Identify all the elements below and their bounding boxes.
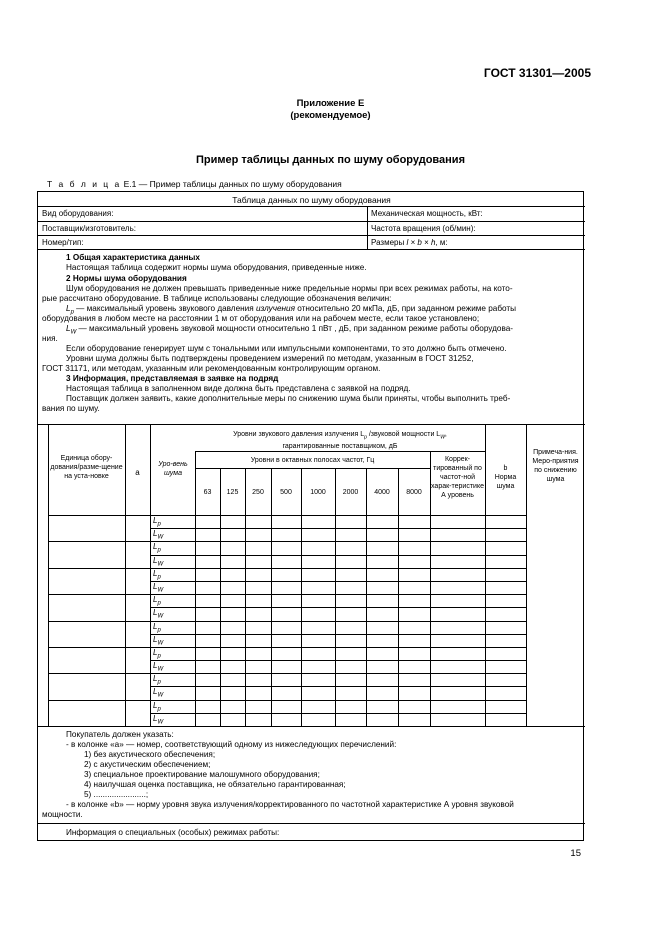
lw-symbol: L <box>66 324 71 333</box>
level-label-lp <box>153 648 161 660</box>
lp-subscript: p <box>70 309 74 316</box>
row-divider <box>48 541 526 542</box>
level-subscript: p <box>157 547 161 554</box>
group-header-a: Уровни звукового давления излучения L <box>233 431 365 438</box>
row-divider-mid <box>150 686 526 687</box>
group-header-b: /звуковой мощности L <box>366 431 441 438</box>
level-label-lp <box>153 674 161 686</box>
section-1-title: 1 Общая характеристика данных <box>66 253 200 262</box>
col-b-header <box>486 464 525 491</box>
row-divider <box>48 673 526 674</box>
section-2-title: 2 Нормы шума оборудования <box>66 274 187 283</box>
row-divider-mid <box>150 634 526 635</box>
level-label-lw <box>153 529 163 541</box>
level-subscript: W <box>157 640 164 647</box>
level-symbol: L <box>153 581 158 591</box>
level-symbol: L <box>153 568 158 578</box>
dimensions-vars: l × b × h <box>406 238 436 247</box>
col-unit-header: Единица обору-дования/разме-щение на уста-новке <box>50 455 123 480</box>
freq-500: 500 <box>280 489 292 496</box>
group-header-sub1: p <box>364 434 367 441</box>
level-symbol: L <box>153 555 158 565</box>
table-caption <box>47 179 342 189</box>
page-title: Пример таблицы данных по шуму оборудования <box>195 154 465 166</box>
document-code: ГОСТ 31301—2005 <box>483 66 591 80</box>
col-note-header: Примеча-ния. Меро-приятия по снижению шума <box>532 449 579 483</box>
noise-data-sheet <box>37 191 584 841</box>
row-divider <box>48 647 526 648</box>
dimensions-suffix: , м: <box>435 238 448 247</box>
col-b-symbol: b <box>503 465 508 472</box>
confirmation-line-2: ГОСТ 31171, или методам, указанным или рекомендованным контролирующим органом. <box>42 364 381 373</box>
group-header <box>195 430 485 451</box>
level-label-lp <box>153 701 161 713</box>
level-subscript: p <box>157 679 161 686</box>
supplier-field[interactable]: Поставщик/изготовитель: <box>42 224 136 233</box>
section-2-line-2: рые рассчитано оборудование. В таблице использованы следующие обозначения величин: <box>42 294 392 303</box>
section-1-text: Настоящая таблица содержит нормы шума оборудования, приведенные ниже. <box>66 263 367 272</box>
section-3-line-2: Поставщик должен заявить, какие дополнительные меры по снижению шума были приняты, чтобы выполнить треб- <box>66 394 511 403</box>
appendix-label: Приложение Е <box>296 98 365 109</box>
lw-definition <box>66 324 513 338</box>
level-symbol: L <box>153 608 158 618</box>
equipment-type-field[interactable]: Вид оборудования: <box>42 209 114 218</box>
section-3-line-1: Настоящая таблица в заполненном виде должна быть представлена с заявкой на подряд. <box>66 384 411 393</box>
level-subscript: W <box>157 587 164 594</box>
note-item-5: 5) .......................; <box>84 790 149 799</box>
level-label-lw <box>153 687 163 699</box>
level-label-lw <box>153 556 163 568</box>
lp-def-c: относительно 20 мкПа, дБ, при заданном режиме работы <box>294 304 517 313</box>
note-item-2: 2) с акустическим обеспечением; <box>84 760 211 769</box>
model-number-field[interactable]: Номер/тип: <box>42 238 84 247</box>
row-divider-mid <box>150 555 526 556</box>
level-subscript: W <box>157 534 164 541</box>
freq-125: 125 <box>226 489 239 496</box>
group-header-line-2: гарантированные поставщиком, дБ <box>282 443 398 451</box>
level-subscript: W <box>157 719 164 726</box>
row-divider <box>48 700 526 701</box>
row-divider-mid <box>150 660 526 661</box>
section-2-line-1: Шум оборудования не должен превышать приведенные ниже предельные нормы при всех режимах работы, на кото- <box>66 284 513 293</box>
level-label-lw <box>153 714 163 726</box>
level-subscript: p <box>157 574 161 581</box>
level-subscript: W <box>157 666 164 673</box>
table-caption-text: Е.1 — Пример таблицы данных по шуму оборудования <box>123 179 342 189</box>
lp-symbol: L <box>66 304 71 313</box>
row-divider <box>48 594 526 595</box>
level-symbol: L <box>153 674 158 684</box>
freq-8000: 8000 <box>406 489 422 496</box>
level-label-lp <box>153 569 161 581</box>
lw-def-a: — максимальный уровень звуковой мощности относительно 1 пВт , дБ, при заданном режиме работы оборудова- <box>76 324 513 333</box>
row-divider <box>48 568 526 569</box>
lw-definition-line-2: ния. <box>42 334 58 343</box>
buyer-note: Покупатель должен указать: <box>66 730 174 739</box>
level-label-lw <box>153 661 163 673</box>
col-b-label: Норма шума <box>494 474 517 490</box>
mechanical-power-field[interactable]: Механическая мощность, кВт: <box>371 209 483 218</box>
lp-definition-line-2: оборудования в любом месте на расстоянии 1 м от оборудования или на рабочем месте, если такое установлено; <box>42 314 480 323</box>
freq-250: 250 <box>252 489 264 496</box>
level-label-lp <box>153 622 161 634</box>
level-symbol: L <box>153 700 158 710</box>
group-header-c: , <box>444 431 447 438</box>
level-symbol: L <box>153 661 158 671</box>
level-label-lw <box>153 582 163 594</box>
special-modes-field[interactable]: Информация о специальных (особых) режимах работы: <box>66 828 280 837</box>
col-level-header: Уро-вень шума <box>158 461 188 477</box>
rotation-speed-field[interactable]: Частота вращения (об/мин): <box>371 224 476 233</box>
octave-header: Уровни в октавных полосах частот, Гц <box>250 457 375 464</box>
row-divider <box>48 621 526 622</box>
sheet-heading: Таблица данных по шуму оборудования <box>232 195 391 205</box>
col-corrected-header: Коррек-тированный по частот-ной харак-теристике А уровень <box>431 456 484 499</box>
level-symbol: L <box>153 713 158 723</box>
freq-4000: 4000 <box>374 489 390 496</box>
level-symbol: L <box>153 647 158 657</box>
level-label-lw <box>153 608 163 620</box>
level-subscript: p <box>157 521 161 528</box>
lp-def-b: излучения <box>255 304 295 313</box>
level-subscript: W <box>157 613 164 620</box>
level-subscript: p <box>157 653 161 660</box>
note-item-1: 1) без акустического обеспечения; <box>84 750 216 759</box>
group-header-sub2: W <box>440 434 445 441</box>
section-3-title: 3 Информация, представляемая в заявке на подряд <box>66 374 279 383</box>
appendix-heading <box>0 98 661 122</box>
level-subscript: p <box>157 706 161 713</box>
freq-2000: 2000 <box>342 489 359 496</box>
page-number: 15 <box>570 848 581 859</box>
level-symbol: L <box>153 516 158 525</box>
row-divider-mid <box>150 528 526 529</box>
level-label-lp <box>153 542 161 554</box>
freq-63: 63 <box>203 489 212 496</box>
level-subscript: p <box>157 600 161 607</box>
level-subscript: W <box>157 693 164 700</box>
dimensions-field[interactable] <box>371 238 448 248</box>
lp-def-a: — максимальный уровень звукового давления <box>73 304 256 313</box>
dimensions-prefix: Размеры <box>371 238 405 247</box>
level-symbol: L <box>153 542 158 552</box>
level-symbol: L <box>153 621 158 631</box>
section-3-line-3: вания по шуму. <box>42 404 100 413</box>
row-divider-mid <box>150 713 526 714</box>
lw-subscript: W <box>70 329 77 336</box>
note-item-4: 4) наилучшая оценка поставщика, не обязательно гарантированная; <box>84 780 346 789</box>
note-column-a: - в колонке «а» — номер, соответствующий одному из нижеследующих перечислений: <box>66 740 397 749</box>
freq-1000: 1000 <box>310 489 326 496</box>
table-caption-prefix: Т а б л и ц а <box>47 179 122 189</box>
level-symbol: L <box>153 687 158 697</box>
level-label-lp <box>153 516 161 528</box>
appendix-status: (рекомендуемое) <box>290 110 371 121</box>
level-subscript: W <box>157 561 164 568</box>
col-a-header: a <box>135 468 140 477</box>
level-symbol: L <box>153 595 158 605</box>
note-item-3: 3) специальное проектирование малошумного оборудования; <box>84 770 320 779</box>
level-label-lw <box>153 635 163 647</box>
note-column-b: - в колонке «b» — норму уровня звука излучения/корректированного по частотной характеристике А уровня звуковой <box>66 800 514 809</box>
row-divider-mid <box>150 607 526 608</box>
row-divider-mid <box>150 581 526 582</box>
level-subscript: p <box>157 627 161 634</box>
level-symbol: L <box>153 634 158 644</box>
note-column-b-line-2: мощности. <box>42 810 83 819</box>
confirmation-line-1: Уровни шума должны быть подтверждены проведением измерений по методам, указанным в ГОСТ 31252, <box>66 354 474 363</box>
tonal-note: Если оборудование генерирует шум с тональными или импульсными компонентами, то это должно быть отмечено. <box>66 344 507 353</box>
level-label-lp <box>153 595 161 607</box>
level-symbol: L <box>153 529 158 539</box>
